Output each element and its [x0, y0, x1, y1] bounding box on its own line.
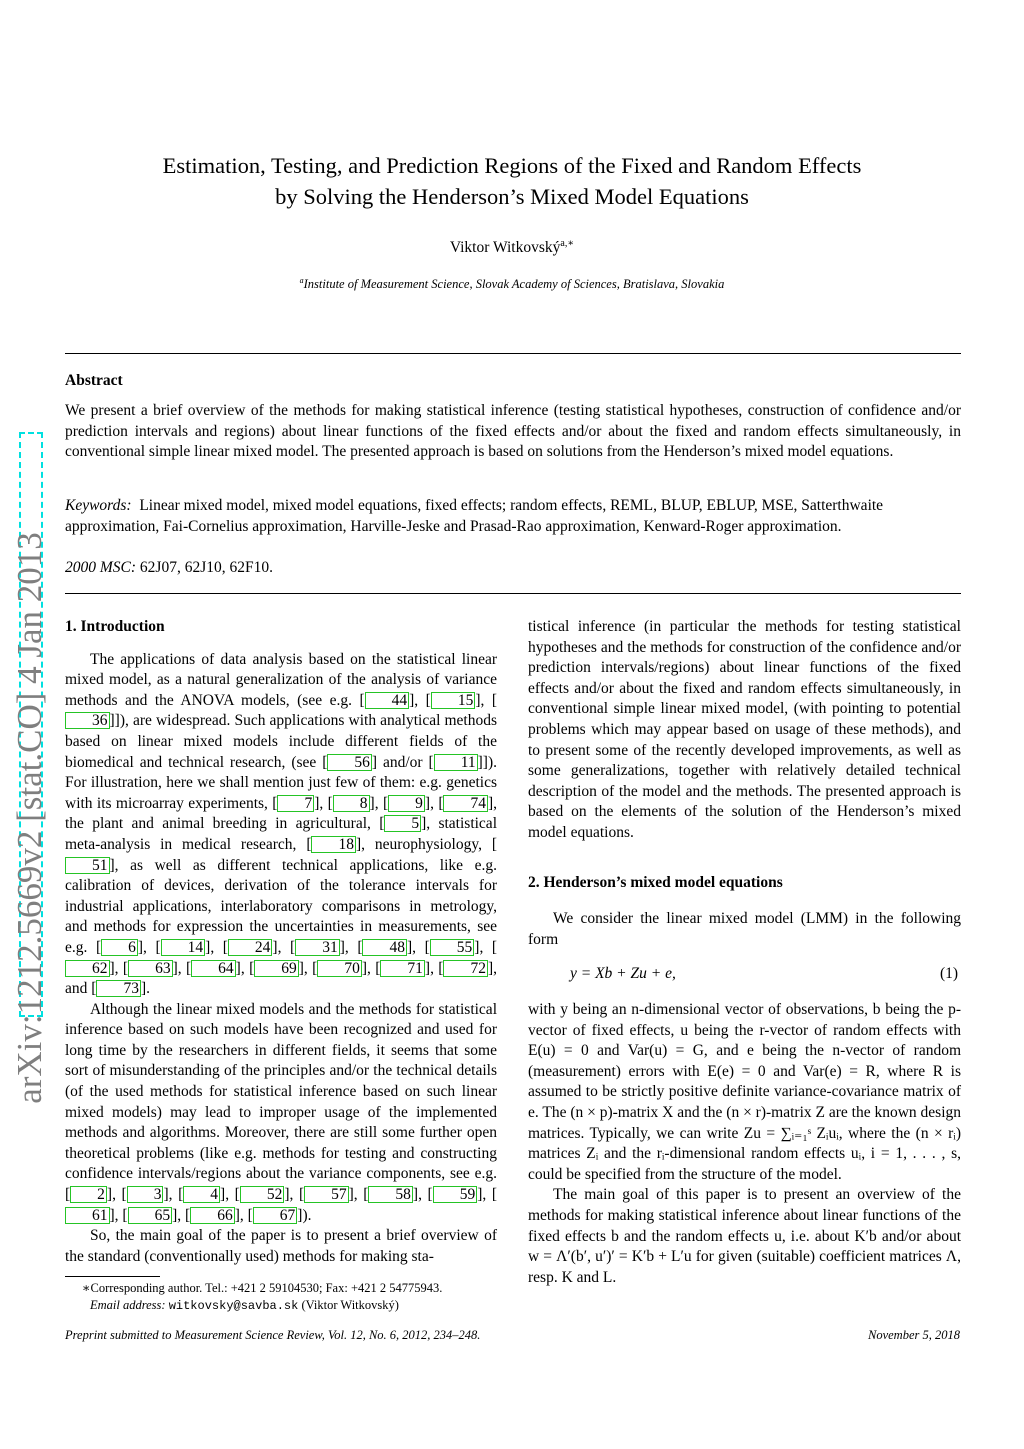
citation-link[interactable]: 64	[191, 960, 236, 977]
affiliation	[0, 276, 1024, 292]
intro-paragraph-3: So, the main goal of the paper is to present a brief overview of the standard (conventionally used) methods for making sta-	[65, 1227, 497, 1265]
citation-link[interactable]: 2	[70, 1186, 107, 1203]
section-2-heading: 2. Henderson’s mixed model equations	[528, 874, 783, 891]
citation-link[interactable]: 66	[190, 1207, 235, 1224]
citation-link[interactable]: 31	[295, 939, 340, 956]
citation-link[interactable]: 6	[101, 939, 138, 956]
arxiv-identifier[interactable]: arXiv:1212.5669v2 [stat.CO] 4 Jan 2013	[10, 532, 49, 1104]
title-line-1: Estimation, Testing, and Prediction Regions of the Fixed and Random Effects	[162, 153, 862, 178]
citation-link[interactable]: 24	[228, 939, 273, 956]
citation-link[interactable]: 65	[128, 1207, 173, 1224]
keywords-label: Keywords:	[65, 497, 132, 514]
msc-codes	[65, 558, 273, 579]
citation-link[interactable]: 3	[127, 1186, 164, 1203]
citation-link[interactable]: 59	[433, 1186, 478, 1203]
citation-link[interactable]: 8	[333, 795, 370, 812]
affiliation-text: Institute of Measurement Science, Slovak Academy of Sciences, Bratislava, Slovakia	[303, 277, 725, 292]
author-marker: a,∗	[560, 238, 575, 249]
citation-link[interactable]: 61	[65, 1207, 110, 1224]
abstract-body: We present a brief overview of the methods for making statistical inference (testing statistical hypotheses, construction of confidence and/or prediction intervals and regions) about linear functions of the fixed effects and/or about the fixed and random effects simultaneously, in conventional simple linear mixed model. The presented approach is based on solutions from the Henderson’s mixed model equations.	[65, 402, 961, 461]
citation-link[interactable]: 9	[388, 795, 425, 812]
citation-link[interactable]: 73	[96, 980, 141, 997]
citation-link[interactable]: 44	[365, 692, 410, 709]
affiliation-marker: a	[299, 276, 304, 285]
footer-date: November 5, 2018	[868, 1328, 960, 1342]
footer-journal: Preprint submitted to Measurement Science Review, Vol. 12, No. 6, 2012, 234–248.	[65, 1328, 481, 1342]
msc-label: 2000 MSC:	[65, 559, 137, 576]
right-column-continuation: tistical inference (in particular the methods for testing statistical hypotheses and the methods for construction of the confidence and/or prediction intervals/regions) about linear functions of the fixed effects and/or about the fixed and random effects simultaneously, in conventional simple linear mixed model, (with pointing to potential problems which may appear based on usage of these methods), and to present some of the recently developed improvements, as well as some generalizations, together with relatively detailed technical description of the model and the methods. The presented approach is based on the elements of the solution of the Henderson’s mixed model equations.	[528, 618, 961, 841]
citation-link[interactable]: 67	[253, 1207, 298, 1224]
email-label: Email address:	[90, 1298, 166, 1312]
citation-link[interactable]: 51	[65, 857, 110, 874]
arxiv-side-stamp	[0, 0, 60, 1449]
citation-link[interactable]: 15	[431, 692, 476, 709]
citation-link[interactable]: 36	[65, 712, 110, 729]
abstract-heading: Abstract	[65, 372, 123, 389]
section-1-heading: 1. Introduction	[65, 618, 165, 635]
citation-link[interactable]: 55	[430, 939, 475, 956]
top-rule	[65, 353, 961, 354]
citation-link[interactable]: 72	[443, 960, 488, 977]
paper-title	[0, 150, 1024, 212]
citation-link[interactable]: 7	[277, 795, 314, 812]
footnote-corresponding: ∗Corresponding author. Tel.: +421 2 59104530; Fax: +421 2 54775943.	[82, 1281, 443, 1295]
intro-paragraph-1: The applications of data analysis based on the statistical linear mixed model, as a natural generalization of the analysis of variance methods and the ANOVA models, (see e.g. [ 44 ], [ 15 ], [36 ]]), are widespread. Such applications with analytical methods based on linear mixed models include different fields of the biomedical and technical research, (see [ 56 ] and/or [ 11 ]]). For illustration, here we shall mention just few of them: e.g. genetics with its microarray experiments, [ 7 ], [ 8 ], [ 9 ], [ 74 ], the plant and animal breeding in agricultural, [ 5 ], statistical meta-analysis in medical research, [ 18 ], neurophysiology, [51 ], as well as different technical applications, like e.g. calibration of devices, derivation of the tolerance intervals for industrial applications, interlaboratory comparisons in metrology, and methods for expression the uncertainties in measurements, see e.g. [ 6 ], [ 14 ], [ 24 ], [ 31 ], [ 48 ], [ 55 ], [62 ], [ 63 ], [ 64 ], [ 69 ], [ 70 ], [ 71 ], [ 72 ], and [ 73 ].	[65, 650, 498, 998]
citation-link[interactable]: 74	[443, 795, 488, 812]
left-column	[65, 617, 497, 1267]
abstract-bottom-rule	[65, 593, 961, 594]
citation-link[interactable]: 18	[311, 836, 356, 853]
author-name: Viktor Witkovský	[449, 239, 561, 257]
citation-link[interactable]: 4	[183, 1186, 220, 1203]
msc-text: 62J07, 62J10, 62F10.	[139, 559, 273, 576]
intro-paragraph-2: Although the linear mixed models and the methods for statistical inference based on such models have been recognized and used for long time by the researchers in different fields, it seems that some sort of misunderstanding of the principles and/or the technical details (of the used methods for statistical inference based on such linear mixed models) may lead to improper usage of the implemented methods and algorithms. Moreover, there are still some further open theoretical problems (like e.g. methods for testing and constructing confidence intervals/regions about the variance components, see e.g. [ 2 ], [ 3 ], [ 4 ], [ 52 ], [ 57 ], [ 58 ], [ 59 ], [61 ], [ 65 ], [ 66 ], [ 67 ]).	[65, 1000, 497, 1224]
equation-number: (1)	[940, 965, 959, 982]
email-address[interactable]: witkovsky@savba.sk	[168, 1299, 299, 1313]
equation-1: y = Xb + Zu + e,	[570, 965, 676, 982]
citation-link[interactable]: 56	[327, 754, 372, 771]
citation-link[interactable]: 62	[65, 960, 110, 977]
model-description-paragraph: with y being an n-dimensional vector of observations, b being the p-vector of fixed effects, u being the r-vector of random effects with E(u) = 0 and Var(u) = G, and e being the n-vector of random (measurement) errors with E(e) = 0 and Var(e) = R, where R is assumed to be strictly positive definite variance-covariance matrix of e. The (n × p)-matrix X and the (n × r)-matrix Z are the known design matrices. Typically, we can write Zu = ∑ᵢ₌₁ˢ Zᵢuᵢ, where the (n × rᵢ) matrices Zᵢ and the rᵢ-dimensional random effects uᵢ, i = 1, . . . , s, could be specified from the structure of the model. The main goal of this paper is to present an overview of the methods for making statistical inference about linear functions of the fixed effects b and the random effects u, i.e. about K′b and/or about w = Λ′(b′, u′)′ = K′b + L′u for given (suitable) coefficient matrices Λ, resp. K and L.	[528, 1000, 961, 1288]
citation-link[interactable]: 48	[362, 939, 407, 956]
email-name: (Viktor Witkovský)	[301, 1298, 399, 1312]
citation-link[interactable]: 70	[317, 960, 362, 977]
citation-link[interactable]: 57	[304, 1186, 349, 1203]
keywords	[65, 496, 961, 537]
citation-link[interactable]: 71	[380, 960, 425, 977]
citation-link[interactable]: 58	[368, 1186, 413, 1203]
citation-link[interactable]: 63	[128, 960, 173, 977]
footnote-email	[90, 1297, 399, 1315]
citation-link[interactable]: 5	[384, 815, 421, 832]
goal-paragraph: The main goal of this paper is to present an overview of the methods for making statistical inference about linear functions of the fixed effects b and the random effects u, i.e. about K′b and/or about w = Λ′(b′, u′)′ = K′b + L′u for given (suitable) coefficient matrices Λ, resp. K and L.	[528, 1186, 961, 1286]
footnote-rule	[65, 1276, 160, 1277]
author	[0, 238, 1024, 257]
model-intro-paragraph: We consider the linear mixed model (LMM) in the following form	[528, 910, 961, 948]
title-line-2: by Solving the Henderson’s Mixed Model Equations	[275, 184, 749, 209]
citation-link[interactable]: 14	[161, 939, 206, 956]
keywords-text: Linear mixed model, mixed model equations, fixed effects; random effects, REML, BLUP, EBLUP, MSE, Satterthwaite approximation, Fai-Cornelius approximation, Harville-Jeske and Prasad-Rao approximation, Kenward-Roger approximation.	[65, 497, 884, 535]
citation-link[interactable]: 69	[254, 960, 299, 977]
citation-link[interactable]: 52	[240, 1186, 285, 1203]
citation-link[interactable]: 11	[434, 754, 478, 771]
